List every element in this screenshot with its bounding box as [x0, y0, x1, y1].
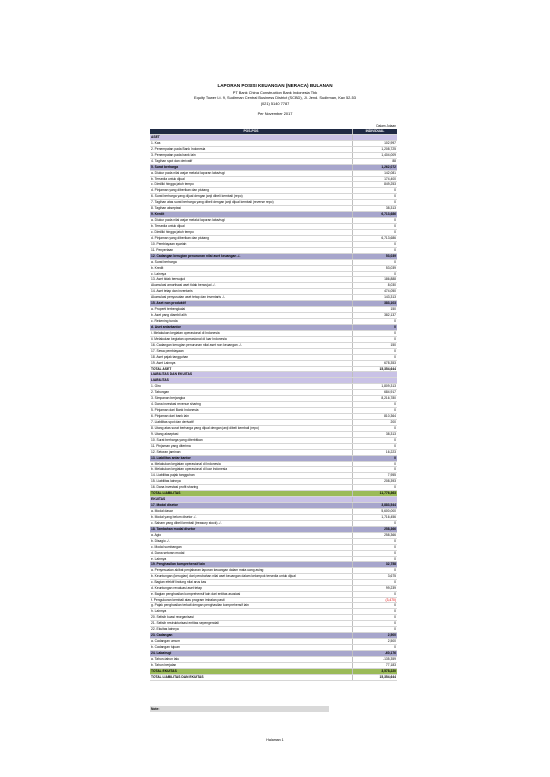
unit-label: Dalam Jutaan — [376, 124, 396, 128]
row-value: 0 — [353, 402, 398, 408]
row-value: 1,208,725 — [353, 146, 398, 152]
row-value: 0 — [353, 437, 398, 443]
row-value: 0 — [353, 224, 398, 230]
table-body — [150, 134, 397, 680]
row-label: 21. Selisih restrukturisasi entitas sepengendali — [150, 621, 353, 627]
row-value: 15,354,644 — [353, 674, 398, 680]
row-label: c. Rekening tunda — [150, 319, 353, 325]
row-label: 18. Tambahan modal disetor — [150, 526, 353, 532]
row-value: 53,039 — [353, 253, 398, 259]
row-value: 0 — [353, 408, 398, 414]
row-value: 0 — [353, 538, 398, 544]
row-value: 0 — [353, 544, 398, 550]
row-label: ASET — [150, 134, 353, 140]
row-value: 11,776,363 — [353, 491, 398, 497]
row-label: 4. Tagihan spot dan derivatif — [150, 158, 353, 164]
row-value: 0 — [353, 348, 398, 354]
row-label: 7. Liabilitas spot dan derivatif — [150, 419, 353, 425]
row-value: 2,500 — [353, 633, 398, 639]
row-label: e. Bagian penghasilan komprehensif lain dari entitas asosiasi — [150, 591, 353, 597]
row-value: 0 — [353, 319, 398, 325]
row-label: 9. Kredit — [150, 212, 353, 218]
row-value: 0 — [353, 467, 398, 473]
row-value: 150 — [353, 342, 398, 348]
row-value: -135,359 — [353, 656, 398, 662]
row-label: 10. Surat berharga yang diterbitkan — [150, 437, 353, 443]
row-value: 0 — [353, 609, 398, 615]
row-value: 0 — [353, 443, 398, 449]
row-value: 0 — [353, 645, 398, 651]
row-label: TOTAL LIABILITAS DAN EKUITAS — [150, 674, 353, 680]
row-label: 11. Pinjaman yang diterima — [150, 443, 353, 449]
row-label: b. Keuntungan (kerugian) dari perubahan nilai aset keuangan dalam kelompok tersedia untuk dijual — [150, 574, 353, 579]
bank-phone: (021) 5140 7787 — [260, 100, 290, 106]
row-label: b. Tahun berjalan — [150, 662, 353, 668]
row-value: 0 — [353, 615, 398, 621]
row-value: -60,176 — [353, 650, 398, 656]
row-value: 0 — [353, 218, 398, 224]
row-value: 0 — [353, 354, 398, 360]
row-value: 6,713,686 — [353, 235, 398, 241]
row-value: 174,400 — [353, 176, 398, 182]
row-value: 2,500 — [353, 639, 398, 645]
row-label: 11. Penyertaan — [150, 247, 353, 253]
row-label: 9. Utang akseptasi — [150, 431, 353, 437]
row-label: TOTAL EKUITAS — [150, 668, 353, 674]
row-value: 0 — [353, 241, 398, 247]
row-value: 3,675 — [353, 574, 398, 579]
row-label: 17. Modal disetor — [150, 503, 353, 509]
row-value: 8,216,780 — [353, 396, 398, 402]
row-value: 7,955 — [353, 473, 398, 479]
row-value: 15,354,644 — [353, 366, 398, 372]
row-label: 4. Dana investasi revenue sharing — [150, 402, 353, 408]
row-label: b. Kredit — [150, 265, 353, 271]
row-label: a. Diukur pada nilai wajar melalui laporan laba/rugi — [150, 218, 353, 224]
row-label: 8. Tagihan akseptasi — [150, 206, 353, 212]
row-value: 0 — [353, 520, 398, 526]
row-value: 0 — [353, 425, 398, 431]
row-label: f. Pengukuran kembali atas program imbalan pasti — [150, 597, 353, 603]
row-value: 0 — [353, 485, 398, 491]
row-label: 19. Penghasilan komprehensif lain — [150, 562, 353, 568]
note-label: Note: — [150, 706, 329, 712]
row-label: 10. Pembiayaan syariah — [150, 241, 353, 247]
row-value: 382,137 — [353, 313, 398, 319]
row-label: c. Lainnya — [150, 271, 353, 277]
row-value: (3,470) — [353, 597, 398, 603]
row-value: 38,313 — [353, 206, 398, 212]
row-label: a. Surat berharga — [150, 259, 353, 265]
row-value: 3,883,544 — [353, 503, 398, 509]
row-label: 1. Giro — [150, 384, 353, 390]
row-label: b. Cadangan tujuan — [150, 645, 353, 651]
row-label: d. Aset antarkantor — [150, 324, 353, 330]
row-label: 13. Aset tidak berwujud — [150, 277, 353, 283]
row-value: 0 — [353, 188, 398, 194]
row-label: 13. Liabilitas antar kantor — [150, 455, 353, 461]
row-label: 22. Ekuitas lainnya — [150, 627, 353, 633]
row-value: 99,239 — [353, 585, 398, 591]
column-header-individual: INDIVIDUAL — [353, 129, 398, 134]
row-label: c. Dimiliki hingga jatuh tempo — [150, 182, 353, 188]
row-label: i. Melakukan kegiatan operasional di Indonesia — [150, 330, 353, 336]
row-label: c. Modal sumbangan — [150, 544, 353, 550]
row-label: h. Lainnya — [150, 609, 353, 615]
row-label: a. Modal dasar — [150, 509, 353, 515]
row-value: 0 — [353, 627, 398, 633]
row-label: c. Bagian efektif lindung nilai arus kas — [150, 579, 353, 585]
row-value: 258,366 — [353, 526, 398, 532]
row-label: 16. Dana investasi profit sharing — [150, 485, 353, 491]
row-label: b. Aset yang diambil alih — [150, 313, 353, 319]
row-value: 8,030 — [353, 283, 398, 289]
row-value: 102,997 — [353, 140, 398, 146]
row-value: 77,183 — [353, 662, 398, 668]
row-value: 1,809,313 — [353, 384, 398, 390]
row-value: 200 — [353, 419, 398, 425]
row-label: 15. Liabilitas lainnya — [150, 479, 353, 485]
row-value: 53,039 — [353, 265, 398, 271]
row-label: e. Lainnya — [150, 556, 353, 562]
row-label: 19. Aset Lainnya — [150, 360, 353, 366]
row-value: 16,223 — [353, 449, 398, 455]
row-label: a. Penyesuaian akibat penjabaran laporan keuangan dalam mata uang asing — [150, 568, 353, 574]
row-value: 1,716,456 — [353, 514, 398, 520]
row-label: g. Pajak penghasilan terkait dengan penghasilan komprehensif lain — [150, 603, 353, 609]
row-label: b. Tersedia untuk dijual — [150, 176, 353, 182]
row-value: 186,888 — [353, 277, 398, 283]
row-label: 17. Sewa pembiayaan — [150, 348, 353, 354]
row-value: 1,262,072 — [353, 164, 398, 170]
row-value: 3,578,220 — [353, 668, 398, 674]
row-label: d. Dana setoran modal — [150, 550, 353, 556]
row-value: 0 — [353, 259, 398, 265]
row-label: a. Agio — [150, 532, 353, 538]
row-label: d. Pinjaman yang diberikan dan piutang — [150, 235, 353, 241]
row-label: 2. Tabungan — [150, 390, 353, 396]
row-value: 0 — [353, 579, 398, 585]
row-value: 0 — [353, 568, 398, 574]
row-value: 150 — [353, 307, 398, 313]
row-label: 1. Kas — [150, 140, 353, 146]
row-label: LIABILITAS DAN EKUITAS — [150, 372, 353, 378]
report-header — [0, 83, 550, 117]
row-label: 2. Penempatan pada Bank Indonesia — [150, 146, 353, 152]
row-value: 32,758 — [353, 562, 398, 568]
row-value: 0 — [353, 550, 398, 556]
row-label: LIABILITAS — [150, 378, 353, 384]
row-label: 3. Penempatan pada bank lain — [150, 152, 353, 158]
row-label: c. Dimiliki hingga jatuh tempo — [150, 229, 353, 235]
row-value: 0 — [353, 603, 398, 609]
report-period: Per November 2017 — [257, 111, 293, 117]
row-value: 474,050 — [353, 289, 398, 295]
row-label: 7. Tagihan atas surat berharga yang dibeli dengan janji dijual kembali (reverse repo) — [150, 200, 353, 206]
balance-sheet-table — [150, 129, 397, 681]
row-label: a. Properti terbengkalai — [150, 307, 353, 313]
row-value: 0 — [353, 229, 398, 235]
row-label: 24. Laba/rugi — [150, 650, 353, 656]
row-label: a. Diukur pada nilai wajar melalui laporan laba/rugi — [150, 170, 353, 176]
row-label: EKUITAS — [150, 497, 353, 503]
row-label: b. Modal yang belum disetor -/- — [150, 514, 353, 520]
row-value: 0 — [353, 621, 398, 627]
row-label: 5. Surat berharga — [150, 164, 353, 170]
row-label: 18. Aset pajak tangguhan — [150, 354, 353, 360]
row-value: 684,917 — [353, 390, 398, 396]
row-value: 0 — [353, 591, 398, 597]
row-label: b. Disagio -/- — [150, 538, 353, 544]
page-footer: Halaman 1 — [266, 738, 284, 742]
row-value: 142,081 — [353, 170, 398, 176]
row-value: 0 — [353, 556, 398, 562]
row-label: c. Saham yang dibeli kembali (treasury stock) -/- — [150, 520, 353, 526]
row-value: 143,313 — [353, 295, 398, 301]
row-label: 23. Cadangan — [150, 633, 353, 639]
row-value: 849,253 — [353, 182, 398, 188]
row-value: 5,600,000 — [353, 509, 398, 515]
row-value: 0 — [353, 461, 398, 467]
row-label: 6. Pinjaman dari bank lain — [150, 414, 353, 420]
row-value: 0 — [353, 330, 398, 336]
row-label: a. Melakukan kegiatan operasional di Indonesia — [150, 461, 353, 467]
row-value: 678,353 — [353, 360, 398, 366]
row-label: 16. Cadangan kerugian penurunan nilai aset non keuangan -/- — [150, 342, 353, 348]
report-title: LAPORAN POSISI KEUANGAN (NERACA) BULANAN — [217, 83, 333, 88]
row-value: 0 — [353, 336, 398, 342]
row-label: 5. Pinjaman dari Bank Indonesia — [150, 408, 353, 414]
row-label: TOTAL ASET — [150, 366, 353, 372]
row-value: 0 — [353, 324, 398, 330]
row-label: d. Keuntungan revaluasi aset tetap — [150, 585, 353, 591]
row-label: 20. Selisih kuasi reorganisasi — [150, 615, 353, 621]
row-value: 0 — [353, 271, 398, 277]
row-value: 208,393 — [353, 479, 398, 485]
row-label: b. Tersedia untuk dijual — [150, 224, 353, 230]
bank-name: PT Bank China Construction Bank Indonesia Tbk — [232, 89, 318, 95]
row-value: 0 — [353, 247, 398, 253]
row-value: 0 — [353, 194, 398, 200]
row-value: 258,366 — [353, 532, 398, 538]
row-label: 3. Simpanan berjangka — [150, 396, 353, 402]
row-value: 38,313 — [353, 431, 398, 437]
row-label: TOTAL LIABILITAS — [150, 491, 353, 497]
row-label: 12. Cadangan kerugian penurunan nilai aset keuangan -/- — [150, 253, 353, 259]
row-label: a. Cadangan umum — [150, 639, 353, 645]
row-label: 14. Liabilitas pajak tangguhan — [150, 473, 353, 479]
row-label: 14. Aset tetap dan inventaris — [150, 289, 353, 295]
row-label: 15. Aset non produktif — [150, 301, 353, 307]
bank-address: Equity Tower Lt. 9, Sudirman Central Business District (SCBD), Jl. Jend. Sudirman, Kav 52-53 — [194, 95, 356, 101]
row-value: 383,103 — [353, 301, 398, 307]
row-label: a. Tahun-tahun lalu — [150, 656, 353, 662]
row-value: 810,364 — [353, 414, 398, 420]
table-row — [150, 674, 397, 680]
column-header-pos: POS-POS — [150, 129, 353, 134]
row-label: Akumulasi amortisasi aset tidak berwujud -/- — [150, 283, 353, 289]
row-label: d. Pinjaman yang diberikan dan piutang — [150, 188, 353, 194]
row-label: 12. Setoran jaminan — [150, 449, 353, 455]
row-value: 0 — [353, 200, 398, 206]
row-value: 6,713,686 — [353, 212, 398, 218]
row-label: 6. Surat berharga yang dijual dengan janji dibeli kembali (repo) — [150, 194, 353, 200]
row-value: 0 — [353, 455, 398, 461]
row-value: 1,404,009 — [353, 152, 398, 158]
row-label: ii. Melakukan kegiatan operasional di luar Indonesia — [150, 336, 353, 342]
row-label: b. Melakukan kegiatan operasional di luar Indonesia — [150, 467, 353, 473]
row-label: 8. Utang atas surat berharga yang dijual dengan janji dibeli kembali (repo) — [150, 425, 353, 431]
row-value: 88 — [353, 158, 398, 164]
row-label: Akumulasi penyusutan aset tetap dan inventaris -/- — [150, 295, 353, 301]
